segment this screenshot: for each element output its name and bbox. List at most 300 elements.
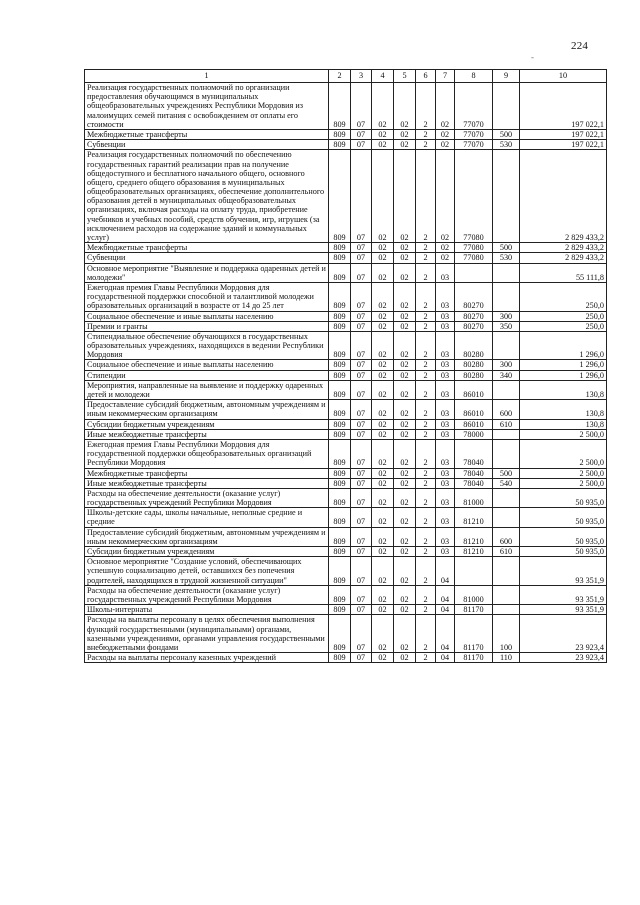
section-code-cell: 07 xyxy=(351,439,372,468)
subprogram-code-cell: 2 xyxy=(416,547,436,557)
ministry-code-cell: 809 xyxy=(329,243,351,253)
row-name-cell: Школы-детские сады, школы начальные, неполные средние и средние xyxy=(85,508,329,527)
direction-code-cell: 78040 xyxy=(455,439,493,468)
direction-code-cell: 81000 xyxy=(455,585,493,604)
activity-code-cell: 03 xyxy=(436,478,455,488)
table-row xyxy=(85,400,607,419)
row-name-cell: Реализация государственных полномочий по обеспечению государственных гарантий реализации прав на получение общедоступного и бесплатного начального общего, основного общего, среднего общего образования в муниципальных общеобразовательных организациях, обеспечение дополнительного образования детей в муниципальных общеобразовательных организациях, включая расходы на оплату труда, приобретение учебников и учебных пособий, средств обучения, игр, игрушек (за исключением расходов на содержание зданий и коммунальных услуг) xyxy=(85,150,329,243)
direction-code-cell xyxy=(455,263,493,282)
program-code-cell: 02 xyxy=(394,527,416,546)
subprogram-code-cell: 2 xyxy=(416,439,436,468)
amount-cell: 130,8 xyxy=(520,400,607,419)
subprogram-code-cell: 2 xyxy=(416,150,436,243)
program-code-cell: 02 xyxy=(394,429,416,439)
direction-code-cell: 77070 xyxy=(455,129,493,139)
row-name-cell: Расходы на обеспечение деятельности (оказание услуг) государственных учреждений Республики Мордовия xyxy=(85,585,329,604)
program-code-cell: 02 xyxy=(394,478,416,488)
row-name-cell: Ежегодная премия Главы Республики Мордовия для государственной поддержки общеобразовательных организаций Республики Мордовия xyxy=(85,439,329,468)
row-name-cell: Социальное обеспечение и иные выплаты населению xyxy=(85,311,329,321)
subsection-code-cell: 02 xyxy=(372,321,394,331)
subsection-code-cell: 02 xyxy=(372,263,394,282)
subprogram-code-cell: 2 xyxy=(416,83,436,130)
subsection-code-cell: 02 xyxy=(372,150,394,243)
subprogram-code-cell: 2 xyxy=(416,478,436,488)
table-row xyxy=(85,263,607,282)
ministry-code-cell: 809 xyxy=(329,468,351,478)
activity-code-cell: 02 xyxy=(436,243,455,253)
expense-type-cell xyxy=(493,380,520,399)
amount-cell: 2 500,0 xyxy=(520,439,607,468)
expense-type-cell: 500 xyxy=(493,243,520,253)
row-name-cell: Предоставление субсидий бюджетным, автономным учреждениям и иным некоммерческим организациям xyxy=(85,527,329,546)
ministry-code-cell: 809 xyxy=(329,429,351,439)
amount-cell: 250,0 xyxy=(520,311,607,321)
activity-code-cell: 03 xyxy=(436,547,455,557)
subsection-code-cell: 02 xyxy=(372,380,394,399)
subprogram-code-cell: 2 xyxy=(416,468,436,478)
expense-type-cell xyxy=(493,282,520,311)
subsection-code-cell: 02 xyxy=(372,488,394,507)
budget-table xyxy=(84,69,607,663)
program-code-cell: 02 xyxy=(394,380,416,399)
table-row xyxy=(85,311,607,321)
expense-type-cell: 300 xyxy=(493,360,520,370)
activity-code-cell: 02 xyxy=(436,253,455,263)
expense-type-cell xyxy=(493,488,520,507)
table-row xyxy=(85,419,607,429)
amount-cell: 130,8 xyxy=(520,380,607,399)
section-code-cell: 07 xyxy=(351,140,372,150)
program-code-cell: 02 xyxy=(394,360,416,370)
amount-cell: 55 111,8 xyxy=(520,263,607,282)
program-code-cell: 02 xyxy=(394,311,416,321)
ministry-code-cell: 809 xyxy=(329,400,351,419)
amount-cell: 197 022,1 xyxy=(520,129,607,139)
activity-code-cell: 03 xyxy=(436,419,455,429)
section-code-cell: 07 xyxy=(351,253,372,263)
expense-type-cell xyxy=(493,150,520,243)
subsection-code-cell: 02 xyxy=(372,557,394,586)
program-code-cell: 02 xyxy=(394,615,416,653)
direction-code-cell: 81210 xyxy=(455,527,493,546)
ministry-code-cell: 809 xyxy=(329,370,351,380)
table-row xyxy=(85,527,607,546)
direction-code-cell: 80280 xyxy=(455,370,493,380)
expense-type-cell: 540 xyxy=(493,478,520,488)
table-row xyxy=(85,585,607,604)
row-name-cell: Школы-интернаты xyxy=(85,605,329,615)
table-row xyxy=(85,547,607,557)
table-row xyxy=(85,605,607,615)
subsection-code-cell: 02 xyxy=(372,653,394,663)
subprogram-code-cell: 2 xyxy=(416,360,436,370)
expense-type-cell: 340 xyxy=(493,370,520,380)
activity-code-cell: 03 xyxy=(436,429,455,439)
program-code-cell: 02 xyxy=(394,400,416,419)
amount-cell: 1 296,0 xyxy=(520,331,607,360)
activity-code-cell: 03 xyxy=(436,439,455,468)
expense-type-cell: 100 xyxy=(493,615,520,653)
ministry-code-cell: 809 xyxy=(329,478,351,488)
header-cell: 5 xyxy=(394,70,416,83)
program-code-cell: 02 xyxy=(394,150,416,243)
amount-cell: 93 351,9 xyxy=(520,585,607,604)
subsection-code-cell: 02 xyxy=(372,508,394,527)
section-code-cell: 07 xyxy=(351,557,372,586)
activity-code-cell: 03 xyxy=(436,400,455,419)
table-row xyxy=(85,83,607,130)
row-name-cell: Основное мероприятие "Выявление и поддержка одаренных детей и молодежи" xyxy=(85,263,329,282)
direction-code-cell: 80270 xyxy=(455,321,493,331)
ministry-code-cell: 809 xyxy=(329,547,351,557)
subprogram-code-cell: 2 xyxy=(416,282,436,311)
program-code-cell: 02 xyxy=(394,282,416,311)
amount-cell: 2 500,0 xyxy=(520,478,607,488)
table-row xyxy=(85,429,607,439)
ministry-code-cell: 809 xyxy=(329,527,351,546)
table-row xyxy=(85,321,607,331)
header-cell: 6 xyxy=(416,70,436,83)
activity-code-cell: 03 xyxy=(436,527,455,546)
subprogram-code-cell: 2 xyxy=(416,419,436,429)
activity-code-cell: 04 xyxy=(436,653,455,663)
header-cell: 10 xyxy=(520,70,607,83)
direction-code-cell: 81170 xyxy=(455,605,493,615)
program-code-cell: 02 xyxy=(394,439,416,468)
subprogram-code-cell: 2 xyxy=(416,429,436,439)
section-code-cell: 07 xyxy=(351,129,372,139)
direction-code-cell: 81210 xyxy=(455,508,493,527)
ministry-code-cell: 809 xyxy=(329,150,351,243)
direction-code-cell: 81170 xyxy=(455,615,493,653)
program-code-cell: 02 xyxy=(394,321,416,331)
ministry-code-cell: 809 xyxy=(329,419,351,429)
expense-type-cell xyxy=(493,263,520,282)
subsection-code-cell: 02 xyxy=(372,311,394,321)
amount-cell: 197 022,1 xyxy=(520,83,607,130)
program-code-cell: 02 xyxy=(394,605,416,615)
amount-cell: 2 500,0 xyxy=(520,468,607,478)
section-code-cell: 07 xyxy=(351,321,372,331)
subprogram-code-cell: 2 xyxy=(416,243,436,253)
subprogram-code-cell: 2 xyxy=(416,140,436,150)
table-row xyxy=(85,243,607,253)
ministry-code-cell: 809 xyxy=(329,129,351,139)
table-header-row xyxy=(85,70,607,83)
direction-code-cell: 78040 xyxy=(455,478,493,488)
row-name-cell: Социальное обеспечение и иные выплаты населению xyxy=(85,360,329,370)
row-name-cell: Расходы на обеспечение деятельности (оказание услуг) государственных учреждений Республики Мордовия xyxy=(85,488,329,507)
subprogram-code-cell: 2 xyxy=(416,605,436,615)
section-code-cell: 07 xyxy=(351,429,372,439)
amount-cell: 2 829 433,2 xyxy=(520,243,607,253)
table-row xyxy=(85,380,607,399)
row-name-cell: Стипендиальное обеспечение обучающихся в государственных образовательных учреждениях, находящихся в ведении Республики Мордовия xyxy=(85,331,329,360)
section-code-cell: 07 xyxy=(351,360,372,370)
expense-type-cell: 600 xyxy=(493,527,520,546)
subprogram-code-cell: 2 xyxy=(416,527,436,546)
subprogram-code-cell: 2 xyxy=(416,380,436,399)
expense-type-cell: 530 xyxy=(493,253,520,263)
activity-code-cell: 03 xyxy=(436,360,455,370)
header-cell: 9 xyxy=(493,70,520,83)
expense-type-cell xyxy=(493,83,520,130)
program-code-cell: 02 xyxy=(394,468,416,478)
row-name-cell: Межбюджетные трансферты xyxy=(85,243,329,253)
table-row xyxy=(85,653,607,663)
section-code-cell: 07 xyxy=(351,331,372,360)
subsection-code-cell: 02 xyxy=(372,419,394,429)
program-code-cell: 02 xyxy=(394,129,416,139)
table-row xyxy=(85,140,607,150)
subsection-code-cell: 02 xyxy=(372,83,394,130)
activity-code-cell: 03 xyxy=(436,380,455,399)
ministry-code-cell: 809 xyxy=(329,360,351,370)
table-row xyxy=(85,488,607,507)
section-code-cell: 07 xyxy=(351,527,372,546)
expense-type-cell xyxy=(493,331,520,360)
section-code-cell: 07 xyxy=(351,508,372,527)
subprogram-code-cell: 2 xyxy=(416,331,436,360)
expense-type-cell xyxy=(493,429,520,439)
ministry-code-cell: 809 xyxy=(329,282,351,311)
program-code-cell: 02 xyxy=(394,547,416,557)
activity-code-cell: 04 xyxy=(436,615,455,653)
section-code-cell: 07 xyxy=(351,311,372,321)
amount-cell: 50 935,0 xyxy=(520,547,607,557)
amount-cell: 197 022,1 xyxy=(520,140,607,150)
row-name-cell: Ежегодная премия Главы Республики Мордовия для государственной поддержки способной и талантливой молодежи образовательных организаций в возрасте от 14 до 25 лет xyxy=(85,282,329,311)
amount-cell: 93 351,9 xyxy=(520,557,607,586)
subprogram-code-cell: 2 xyxy=(416,653,436,663)
direction-code-cell: 78040 xyxy=(455,468,493,478)
subsection-code-cell: 02 xyxy=(372,331,394,360)
section-code-cell: 07 xyxy=(351,243,372,253)
row-name-cell: Расходы на выплаты персоналу в целях обеспечения выполнения функций государственными (муниципальными) органами, казенными учреждениями, органами управления государственными внебюджетными фондами xyxy=(85,615,329,653)
subprogram-code-cell: 2 xyxy=(416,129,436,139)
ministry-code-cell: 809 xyxy=(329,321,351,331)
table-row xyxy=(85,129,607,139)
program-code-cell: 02 xyxy=(394,653,416,663)
row-name-cell: Субвенции xyxy=(85,140,329,150)
page-number: 224 xyxy=(571,40,589,52)
amount-cell: 250,0 xyxy=(520,321,607,331)
expense-type-cell: 350 xyxy=(493,321,520,331)
direction-code-cell: 77080 xyxy=(455,150,493,243)
expense-type-cell xyxy=(493,605,520,615)
program-code-cell: 02 xyxy=(394,263,416,282)
table-row xyxy=(85,615,607,653)
ministry-code-cell: 809 xyxy=(329,331,351,360)
ministry-code-cell: 809 xyxy=(329,253,351,263)
row-name-cell: Иные межбюджетные трансферты xyxy=(85,429,329,439)
activity-code-cell: 03 xyxy=(436,331,455,360)
section-code-cell: 07 xyxy=(351,605,372,615)
direction-code-cell: 80280 xyxy=(455,360,493,370)
table-row xyxy=(85,253,607,263)
row-name-cell: Межбюджетные трансферты xyxy=(85,468,329,478)
activity-code-cell: 04 xyxy=(436,585,455,604)
direction-code-cell: 86010 xyxy=(455,380,493,399)
subsection-code-cell: 02 xyxy=(372,243,394,253)
table-row xyxy=(85,370,607,380)
amount-cell: 2 500,0 xyxy=(520,429,607,439)
header-cell: 7 xyxy=(436,70,455,83)
expense-type-cell: 110 xyxy=(493,653,520,663)
section-code-cell: 07 xyxy=(351,419,372,429)
activity-code-cell: 04 xyxy=(436,557,455,586)
subsection-code-cell: 02 xyxy=(372,370,394,380)
table-row xyxy=(85,508,607,527)
program-code-cell: 02 xyxy=(394,585,416,604)
subsection-code-cell: 02 xyxy=(372,615,394,653)
ministry-code-cell: 809 xyxy=(329,488,351,507)
direction-code-cell: 81000 xyxy=(455,488,493,507)
direction-code-cell: 80270 xyxy=(455,311,493,321)
table-row xyxy=(85,557,607,586)
subsection-code-cell: 02 xyxy=(372,468,394,478)
ministry-code-cell: 809 xyxy=(329,83,351,130)
table-row xyxy=(85,439,607,468)
activity-code-cell: 03 xyxy=(436,282,455,311)
table-row xyxy=(85,468,607,478)
amount-cell: 1 296,0 xyxy=(520,360,607,370)
direction-code-cell: 77070 xyxy=(455,140,493,150)
ministry-code-cell: 809 xyxy=(329,557,351,586)
direction-code-cell xyxy=(455,557,493,586)
section-code-cell: 07 xyxy=(351,585,372,604)
ministry-code-cell: 809 xyxy=(329,380,351,399)
activity-code-cell: 03 xyxy=(436,508,455,527)
row-name-cell: Стипендии xyxy=(85,370,329,380)
amount-cell: 1 296,0 xyxy=(520,370,607,380)
table-row xyxy=(85,282,607,311)
subsection-code-cell: 02 xyxy=(372,129,394,139)
ministry-code-cell: 809 xyxy=(329,615,351,653)
direction-code-cell: 78000 xyxy=(455,429,493,439)
direction-code-cell: 77080 xyxy=(455,243,493,253)
program-code-cell: 02 xyxy=(394,243,416,253)
page-mark: - xyxy=(531,52,534,62)
activity-code-cell: 03 xyxy=(436,370,455,380)
program-code-cell: 02 xyxy=(394,140,416,150)
program-code-cell: 02 xyxy=(394,419,416,429)
section-code-cell: 07 xyxy=(351,370,372,380)
direction-code-cell: 81170 xyxy=(455,653,493,663)
section-code-cell: 07 xyxy=(351,150,372,243)
subsection-code-cell: 02 xyxy=(372,253,394,263)
activity-code-cell: 03 xyxy=(436,488,455,507)
subsection-code-cell: 02 xyxy=(372,605,394,615)
section-code-cell: 07 xyxy=(351,478,372,488)
subprogram-code-cell: 2 xyxy=(416,508,436,527)
expense-type-cell: 610 xyxy=(493,547,520,557)
row-name-cell: Иные межбюджетные трансферты xyxy=(85,478,329,488)
ministry-code-cell: 809 xyxy=(329,439,351,468)
expense-type-cell: 610 xyxy=(493,419,520,429)
activity-code-cell: 03 xyxy=(436,468,455,478)
row-name-cell: Мероприятия, направленные на выявление и поддержку одаренных детей и молодежи xyxy=(85,380,329,399)
section-code-cell: 07 xyxy=(351,83,372,130)
subprogram-code-cell: 2 xyxy=(416,370,436,380)
subsection-code-cell: 02 xyxy=(372,478,394,488)
activity-code-cell: 03 xyxy=(436,263,455,282)
activity-code-cell: 02 xyxy=(436,83,455,130)
amount-cell: 130,8 xyxy=(520,419,607,429)
amount-cell: 50 935,0 xyxy=(520,488,607,507)
subprogram-code-cell: 2 xyxy=(416,321,436,331)
subsection-code-cell: 02 xyxy=(372,429,394,439)
program-code-cell: 02 xyxy=(394,253,416,263)
row-name-cell: Премии и гранты xyxy=(85,321,329,331)
table-row xyxy=(85,478,607,488)
amount-cell: 50 935,0 xyxy=(520,508,607,527)
program-code-cell: 02 xyxy=(394,508,416,527)
row-name-cell: Предоставление субсидий бюджетным, автономным учреждениям и иным некоммерческим организациям xyxy=(85,400,329,419)
subsection-code-cell: 02 xyxy=(372,439,394,468)
ministry-code-cell: 809 xyxy=(329,653,351,663)
ministry-code-cell: 809 xyxy=(329,311,351,321)
table-row xyxy=(85,331,607,360)
expense-type-cell: 500 xyxy=(493,468,520,478)
amount-cell: 23 923,4 xyxy=(520,615,607,653)
row-name-cell: Реализация государственных полномочий по организации предоставления обучающимся в муниципальных общеобразовательных учреждениях Республики Мордовия из малоимущих семей питания с освобождением от оплаты его стоимости xyxy=(85,83,329,130)
row-name-cell: Субсидии бюджетным учреждениям xyxy=(85,547,329,557)
row-name-cell: Субсидии бюджетным учреждениям xyxy=(85,419,329,429)
subprogram-code-cell: 2 xyxy=(416,488,436,507)
amount-cell: 2 829 433,2 xyxy=(520,253,607,263)
activity-code-cell: 02 xyxy=(436,129,455,139)
section-code-cell: 07 xyxy=(351,488,372,507)
header-cell: 4 xyxy=(372,70,394,83)
row-name-cell: Расходы на выплаты персоналу казенных учреждений xyxy=(85,653,329,663)
section-code-cell: 07 xyxy=(351,615,372,653)
ministry-code-cell: 809 xyxy=(329,508,351,527)
activity-code-cell: 02 xyxy=(436,150,455,243)
program-code-cell: 02 xyxy=(394,488,416,507)
activity-code-cell: 02 xyxy=(436,140,455,150)
section-code-cell: 07 xyxy=(351,547,372,557)
row-name-cell: Субвенции xyxy=(85,253,329,263)
section-code-cell: 07 xyxy=(351,263,372,282)
subsection-code-cell: 02 xyxy=(372,400,394,419)
ministry-code-cell: 809 xyxy=(329,585,351,604)
activity-code-cell: 03 xyxy=(436,311,455,321)
header-cell: 1 xyxy=(85,70,329,83)
subprogram-code-cell: 2 xyxy=(416,311,436,321)
subprogram-code-cell: 2 xyxy=(416,400,436,419)
direction-code-cell: 81210 xyxy=(455,547,493,557)
expense-type-cell: 530 xyxy=(493,140,520,150)
expense-type-cell xyxy=(493,557,520,586)
program-code-cell: 02 xyxy=(394,557,416,586)
amount-cell: 250,0 xyxy=(520,282,607,311)
table-body xyxy=(85,83,607,663)
direction-code-cell: 80280 xyxy=(455,331,493,360)
activity-code-cell: 04 xyxy=(436,605,455,615)
header-cell: 8 xyxy=(455,70,493,83)
subsection-code-cell: 02 xyxy=(372,547,394,557)
amount-cell: 93 351,9 xyxy=(520,605,607,615)
section-code-cell: 07 xyxy=(351,468,372,478)
subprogram-code-cell: 2 xyxy=(416,615,436,653)
expense-type-cell xyxy=(493,439,520,468)
expense-type-cell xyxy=(493,508,520,527)
program-code-cell: 02 xyxy=(394,83,416,130)
subprogram-code-cell: 2 xyxy=(416,557,436,586)
direction-code-cell: 86010 xyxy=(455,400,493,419)
subsection-code-cell: 02 xyxy=(372,282,394,311)
